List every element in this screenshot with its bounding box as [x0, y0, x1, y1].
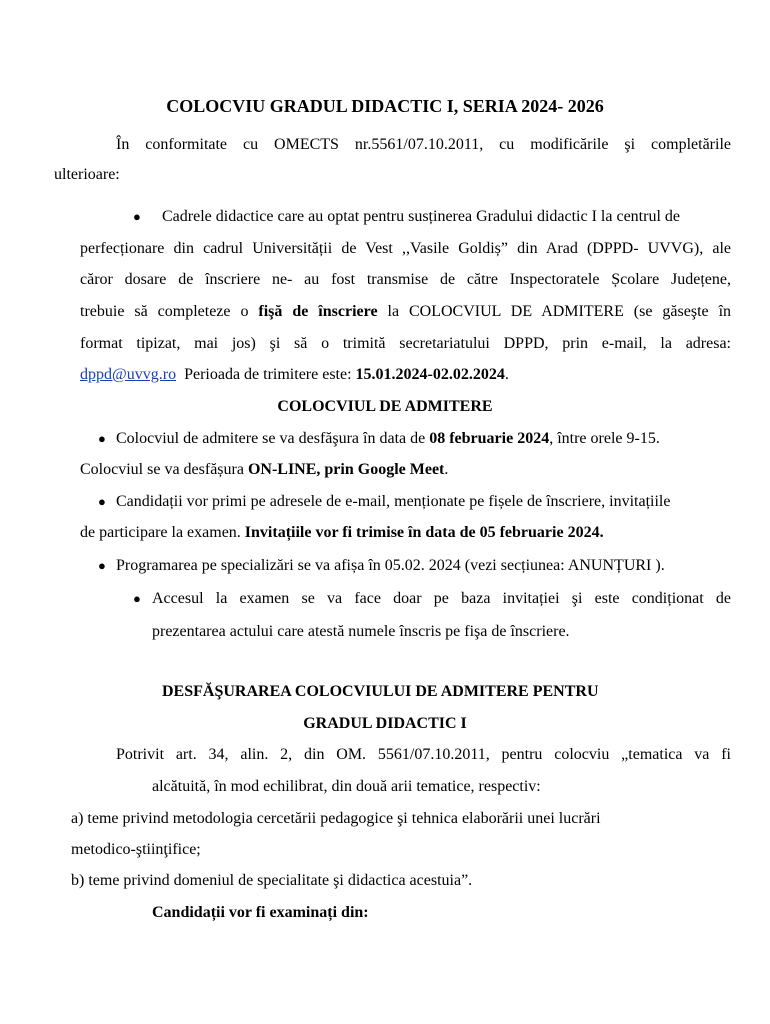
section-heading-colocviu: COLOCVIUL DE ADMITERE [277, 398, 493, 415]
bullet3-line-2: de participare la examen. Invitațiile vor fi trimise în data de 05 februarie 2024. [80, 524, 604, 541]
bullet-icon: ● [98, 558, 106, 573]
candidates-heading: Candidații vor fi examinați din: [152, 904, 369, 921]
bullet-icon: ● [133, 209, 141, 224]
intro-line-2: ulterioare: [54, 166, 120, 183]
item-a-line-1: a) teme privind metodologia cercetării pedagogice şi tehnica elaborării unei lucrări [71, 810, 601, 827]
section-heading-gradul: GRADUL DIDACTIC I [303, 715, 467, 732]
item-a-line-2: metodico-ştiinţifice; [71, 841, 201, 858]
bullet5-line-1: Accesul la examen se va face doar pe baza invitației şi este condiționat de [152, 590, 731, 607]
intro-line-1: În conformitate cu OMECTS nr.5561/07.10.2011, cu modificările şi completările [116, 136, 731, 153]
para2-line-2: alcătuită, în mod echilibrat, din două arii tematice, respectiv: [152, 778, 541, 795]
bullet-icon: ● [133, 591, 141, 606]
bullet1-line-5: format tipizat, mai jos) şi să o trimită secretariatului DPPD, prin e-mail, la adresa: [80, 335, 731, 352]
bullet2-line-2: Colocviul se va desfășura ON-LINE, prin Google Meet. [80, 461, 449, 478]
bullet1-line-6: dppd@uvvg.ro Perioada de trimitere este: 15.01.2024-02.02.2024. [80, 366, 509, 383]
bullet1-line-4: trebuie să completeze o fişă de înscriere la COLOCVIUL DE ADMITERE (se găseşte în [80, 303, 732, 320]
item-b-line: b) teme privind domeniul de specialitate şi didactica acestuia”. [71, 872, 473, 889]
section-heading-desfasurare: DESFĂŞURAREA COLOCVIULUI DE ADMITERE PENTRU [162, 683, 599, 700]
bullet3-line-1: Candidații vor primi pe adresele de e-mail, menționate pe fișele de înscriere, invitațiile [116, 493, 671, 510]
bullet-icon: ● [98, 494, 106, 509]
bullet5-line-2: prezentarea actului care atestă numele înscris pe fişa de înscriere. [152, 623, 570, 640]
document-title: COLOCVIU GRADUL DIDACTIC I, SERIA 2024- 2026 [166, 96, 604, 116]
bullet1-line-1: Cadrele didactice care au optat pentru susținerea Gradului didactic I la centrul de [162, 208, 680, 225]
email-link[interactable]: dppd@uvvg.ro [80, 366, 177, 383]
bullet1-line-2: perfecționare din cadrul Universității de Vest ,,Vasile Goldiș” din Arad (DPPD- UVVG), ale [80, 240, 731, 257]
bullet2-line-1: Colocviul de admitere se va desfăşura în data de 08 februarie 2024, între orele 9-15. [116, 430, 660, 447]
bullet1-line-3: căror dosare de înscriere ne- au fost transmise de către Inspectoratele Școlare Județene, [80, 271, 731, 288]
para2-line-1: Potrivit art. 34, alin. 2, din OM. 5561/07.10.2011, pentru colocviu „tematica va fi [116, 746, 731, 763]
bullet-icon: ● [98, 431, 106, 446]
bullet4-line: Programarea pe specializări se va afișa în 05.02. 2024 (vezi secțiunea: ANUNȚURI ). [116, 557, 665, 574]
